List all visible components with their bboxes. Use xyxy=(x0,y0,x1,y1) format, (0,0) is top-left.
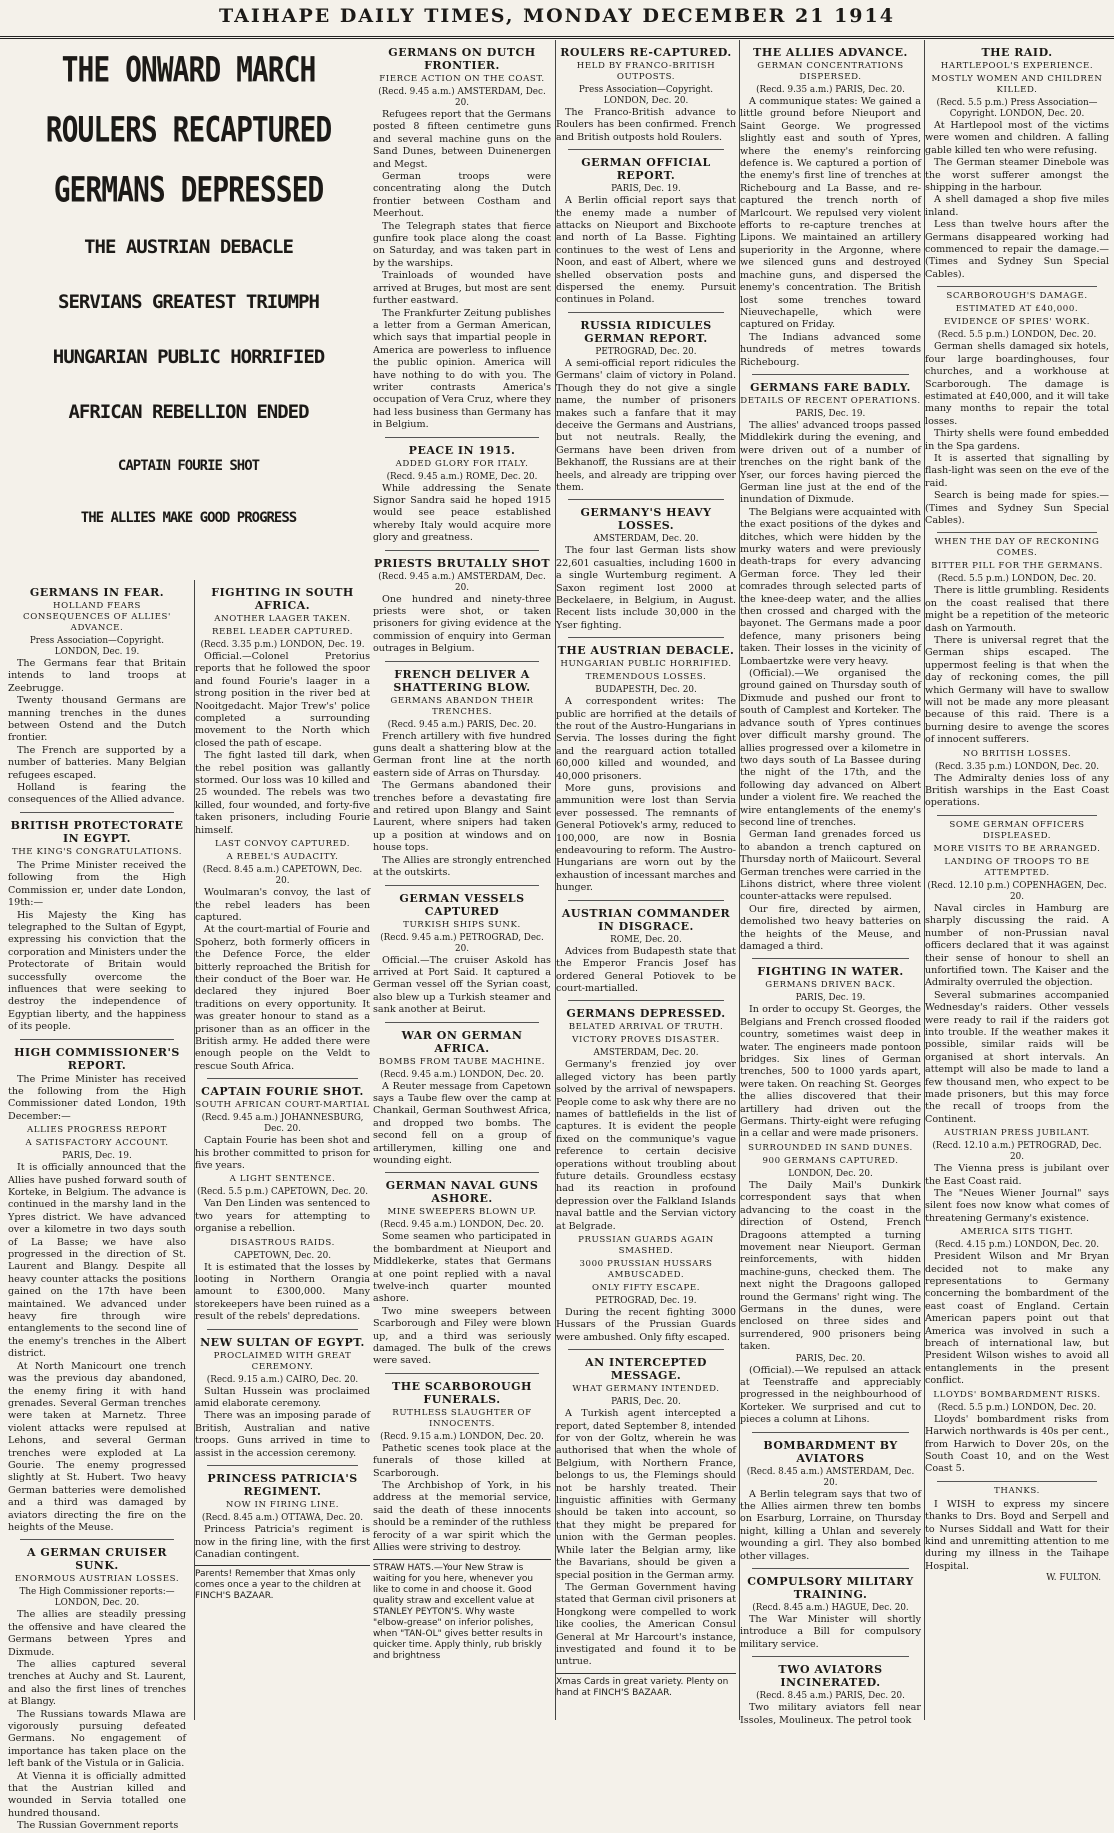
paragraph: Trainloads of wounded have arrived at Bruges, but most are sent further eastward. xyxy=(373,270,551,307)
dateline: (Recd. 8.45 a.m.) AMSTERDAM, Dec. 20. xyxy=(746,1466,915,1488)
paragraph: The Belgians were acquainted with the exact positions of the dykes and ditches, which were hidden by the murky waters and were previously death-traps for every advancing German force. They led their comrades through selected parts of the knee-deep water, and the allies then crossed and charged with the bayonet. The Germans made a poor defence, many prisoners being taken. Their losses in the vicinity of Lombaertzke were very heavy. xyxy=(740,506,921,667)
paragraph: The allies' advanced troops passed Middlekirk during the evening, and were driven out of a number of trenches on the right bank of the Yser, our forces having pierced the German line just at the end of the inundation of Dixmude. xyxy=(740,419,921,506)
article-title: AUSTRIAN COMMANDER IN DISGRACE. xyxy=(561,906,731,933)
dateline: LONDON, Dec. 20. xyxy=(788,1168,873,1179)
subhead: HELD BY FRANCO-BRITISH OUTPOSTS. xyxy=(576,61,716,82)
paragraph: At the court-martial of Fourie and Spoherz, both formerly officers in the Defence Force, the elder bitterly reproached the British for their conduct of the Boer war. He declared they injured Boer traditions on every opportunity. It was greater honour to stand as a prisoner than as an officer in the British army. He added there were enough people on the Veldt to rescue South Africa. xyxy=(195,924,370,1072)
divider xyxy=(752,374,909,375)
headline-allies-progress: THE ALLIES MAKE GOOD PROGRESS xyxy=(80,510,297,526)
paragraph: There is universal regret that the German ships escaped. The uppermost feeling is that when the day of reckoning comes, the pill which Germany will have to swallow will not be made any more pleasant because of this raid. There is a burning desire to avenge the scores of innocent sufferers. xyxy=(925,635,1109,746)
paragraph: Lloyds' bombardment risks from Harwich northwards is 40s per cent., from Harwich to Dover 20s, on the South Coast 10, and on the West Coast 5. xyxy=(925,1413,1109,1475)
subhead: LANDING OF TROOPS TO BE ATTEMPTED. xyxy=(944,856,1090,878)
dateline: CAPETOWN, Dec. 20. xyxy=(233,1250,332,1261)
paragraph: Germany's frenzied joy over alleged victory has been partly solved by the arrival of newspapers. People come to ask why there are no names of battlefields in the list of captures. It is evident the people fixed on the communique's vague reference to certain decisive operations without troubling about future details. Groundless ecstasy had its reaction in profound depression over the Falkland Islands naval battle and the Servian victory at Belgrade. xyxy=(556,1059,736,1232)
divider xyxy=(385,1373,539,1374)
divider xyxy=(385,885,539,886)
subhead: TREMENDOUS LOSSES. xyxy=(585,672,707,683)
dateline: (Recd. 9.45 a.m.) PETROGRAD, Dec. 20. xyxy=(380,932,544,954)
article-title: GERMANS IN FEAR. xyxy=(29,586,165,599)
subhead: SURROUNDED IN SAND DUNES. xyxy=(748,1142,913,1153)
headline-roulers: ROULERS RECAPTURED xyxy=(45,108,332,150)
paragraph: The allies captured several trenches at Auchy and St. Laurent, and also the first lines of trenches at Blangy. xyxy=(8,1659,186,1708)
divider xyxy=(568,637,724,638)
dateline: (Recd. 4.15 p.m.) LONDON, Dec. 20. xyxy=(934,1240,1100,1251)
paragraph: The Russians towards Mlawa are vigorously pursuing defeated Germans. No engagement of importance has taken place on the left bank of the Vistula or in Galicia. xyxy=(8,1708,186,1770)
advertisement: Xmas Cards in great variety. Plenty on hand at FINCH'S BAZAAR. xyxy=(556,1673,736,1699)
banner-headlines xyxy=(8,40,369,580)
article-title: TWO AVIATORS INCINERATED. xyxy=(778,1663,883,1690)
column-2 xyxy=(194,580,370,1720)
article-title: THE ALLIES ADVANCE. xyxy=(753,46,908,59)
divider xyxy=(937,532,1097,533)
paragraph: The Vienna press is jubilant over the East Coast raid. xyxy=(925,1163,1109,1187)
paragraph: Naval circles in Hamburg are sharply discussing the raid. A number of non-Prussian naval officers declared that it was against their sense of honour to shell an unfortified town. The Kaiser and the Admiralty overruled the objection. xyxy=(925,902,1109,989)
article-title: GERMANS FARE BADLY. xyxy=(750,380,911,394)
divider xyxy=(568,149,724,150)
dateline: (Recd. 9.45 a.m.) JOHANNESBURG, Dec. 20. xyxy=(201,1113,364,1135)
article-title: RUSSIA RIDICULES GERMAN REPORT. xyxy=(580,318,712,345)
paragraph: German troops were concentrating along the Dutch frontier between Costham and Meerhout. xyxy=(373,171,551,220)
dateline: PETROGRAD, Dec. 19. xyxy=(595,1296,697,1306)
divider xyxy=(207,1465,358,1466)
subhead: NO BRITISH LOSSES. xyxy=(962,748,1072,759)
paragraph: Captain Fourie has been shot and his brother committed to prison for five years. xyxy=(195,1135,370,1171)
paragraph: The allies are steadily pressing the offensive and have cleared the Germans between Ypres and Dixmude. xyxy=(8,1609,186,1658)
subhead: A REBEL'S AUDACITY. xyxy=(226,852,339,863)
paragraph: The Germans abandoned their trenches before a devastating fire and retired upon Blangy and Saint Laurent, where snipers had taken up a position at windows and on house tops. xyxy=(373,780,551,854)
paragraph: The German Government having stated that German civil prisoners at Hongkong were compelled to work like coolies, the American Consul General at Mr Harcourt's instance, investigated and found it to be untrue. xyxy=(556,1581,736,1668)
divider xyxy=(752,1568,909,1569)
divider xyxy=(207,1078,358,1079)
signature: W. FULTON. xyxy=(1046,1573,1101,1584)
dateline: (Recd. 9.45 a.m.) AMSTERDAM, Dec. 20. xyxy=(378,87,546,108)
subhead: LAST CONVOY CAPTURED. xyxy=(214,839,351,850)
subhead: SCARBOROUGH'S DAMAGE. xyxy=(946,291,1088,302)
paragraph: (Official).—We repulsed an attack at Teenstraffe and appreciably progressed in the neighbourhood of Korteker. We surprised and cut to pieces a column at Lihons. xyxy=(740,1364,921,1426)
divider xyxy=(20,812,174,813)
paragraph: At Hartlepool most of the victims were women and children. A falling gable killed ten who were refusing. xyxy=(925,120,1109,156)
paragraph: Two military aviators fell near Issoles, Moulineux. The petrol took xyxy=(740,1702,921,1726)
paragraph: There was an imposing parade of British, Australian and native troops. Guns arrived in time to assist in the accession ceremony. xyxy=(195,1410,370,1459)
article-title: GERMAN NAVAL GUNS ASHORE. xyxy=(385,1179,539,1206)
divider xyxy=(385,1022,539,1023)
subhead: PROCLAIMED WITH GREAT CEREMONY. xyxy=(213,1350,352,1372)
subhead: LLOYDS' BOMBARDMENT RISKS. xyxy=(933,1389,1101,1400)
paragraph: Official.—The cruiser Askold has arrived at Port Said. It captured a German vessel off the Syrian coast, also blew up a Turkish steamer and sank another at Beirut. xyxy=(373,954,551,1016)
subhead: SOUTH AFRICAN COURT-MARTIAL xyxy=(195,1100,370,1111)
subhead: SOME GERMAN OFFICERS DISPLEASED. xyxy=(949,819,1085,841)
paragraph: There is little grumbling. Residents on the coast realised that there might be a repetition of the meteoric dash on Yarmouth. xyxy=(925,585,1109,634)
paragraph: Several submarines accompanied Wednesday's raiders. Other vessels were ready to rail if the raiders got into trouble. If the weather makes it possible, similar raids will be organised at short intervals. An attempt will also be made to land a few thousand men, who expect to be made prisoners, but this may force the recall of troops from the Continent. xyxy=(925,989,1109,1125)
paragraph: The Daily Mail's Dunkirk correspondent says that when advancing to the coast in the direction of Ostend, French Dragoons attempted a turning movement near Nieuport. German reinforcements, with hidden machine-guns, checked them. The next night the Dragoons galloped round the Germans' right wing. The Germans in the dunes, were enclosed on three sides and surrendered, 900 prisoners being taken. xyxy=(740,1179,921,1353)
paragraph: A correspondent writes: The public are horrified at the details of the rout of the Austro-Hungarians in Servia. The losses during the fight and the rearguard action totalled 60,000 killed and wounded, and 40,000 prisoners. xyxy=(556,696,736,782)
subhead: REBEL LEADER CAPTURED. xyxy=(211,627,354,637)
subhead: GERMANS DRIVEN BACK. xyxy=(765,980,896,991)
headline-onward-march: THE ONWARD MARCH xyxy=(61,48,316,90)
paragraph: Woulmaran's convoy, the last of the rebel leaders has been captured. xyxy=(195,887,370,923)
paragraph: (Official).—We organised the ground gained on Thursday south of Dixmude and pushed our front to south of Camplest and Korteker. The advance south of Ypres continues over difficult marshy ground. The allies progressed over a kilometre in two days south of La Bassee during the night of the 17th, and the following day advanced on Albert under a violent fire. We reached the wire entanglements of the enemy's second line of trenches. xyxy=(740,668,921,828)
masthead: TAIHAPE DAILY TIMES, MONDAY DECEMBER 21 1914 xyxy=(0,0,1114,39)
paragraph: Some seamen who participated in the bombardment at Nieuport and Middlekerke, states that Germans at one point replied with a naval twelve-inch quarter mounted ashore. xyxy=(373,1231,551,1305)
paragraph: The Telegraph states that fierce gunfire took place along the coast on Saturday, and was taken part in by the warships. xyxy=(373,220,551,269)
column-1 xyxy=(8,580,186,1832)
subhead: EVIDENCE OF SPIES' WORK. xyxy=(943,317,1091,328)
article-title: NEW SULTAN OF EGYPT. xyxy=(200,1335,365,1349)
headline-germans-depressed: GERMANS DEPRESSED xyxy=(53,168,324,210)
paragraph: Pathetic scenes took place at the funerals of those killed at Scarborough. xyxy=(373,1442,551,1479)
dateline: (Recd. 8.45 a.m.) PARIS, Dec. 20. xyxy=(756,1691,905,1702)
paragraph: The four last German lists show 22,601 casualties, including 1600 in a single Wurtemburg regiment. A Saxon regiment lost 2000 at Beckelaere, in Belgium, in August. Recent lists include 30,000 in the Yser fighting. xyxy=(556,545,736,631)
subhead: THANKS. xyxy=(994,1485,1040,1496)
article-title: FRENCH DELIVER A SHATTERING BLOW. xyxy=(393,667,531,694)
paragraph: One hundred and ninety-three priests were shot, or taken prisoners for giving evidence at the commission of enquiry into German outrages in Belgium. xyxy=(373,593,551,655)
dateline: ROME, Dec. 20. xyxy=(610,934,682,945)
paragraph: French artillery with five hundred guns dealt a shattering blow at the German front line at the north eastern side of Arras on Thursday. xyxy=(373,730,551,779)
dateline: (Recd. 9.45 a.m.) LONDON, Dec. 20. xyxy=(380,1069,544,1080)
paragraph: The Prime Minister received the following from the High Commission er, under date London, 19th:— xyxy=(8,859,186,909)
divider xyxy=(568,1349,724,1350)
divider xyxy=(752,1432,909,1433)
divider xyxy=(568,900,724,901)
paragraph: Princess Patricia's regiment is now in the firing line, with the first Canadian contingent. xyxy=(195,1524,370,1560)
subhead: HUNGARIAN PUBLIC HORRIFIED. xyxy=(560,659,732,670)
article-title: WAR ON GERMAN AFRICA. xyxy=(401,1028,523,1055)
paragraph: Less than twelve hours after the Germans disappeared working had commenced to repair the damage.—(Times and Sydney Sun Special Cables). xyxy=(925,219,1109,280)
subhead: HARTLEPOOL'S EXPERIENCE. xyxy=(940,61,1094,71)
article-title: FIGHTING IN WATER. xyxy=(757,965,904,979)
dateline: (Recd. 12.10 p.m.) COPENHAGEN, Dec. 20. xyxy=(927,880,1107,902)
column-6 xyxy=(924,40,1109,1720)
column-3 xyxy=(373,40,551,1720)
subhead: DETAILS OF RECENT OPERATIONS. xyxy=(740,395,921,406)
article-title: BOMBARDMENT BY AVIATORS xyxy=(763,1438,898,1465)
dateline: PARIS, Dec. 19. xyxy=(795,993,866,1004)
paragraph: The Indians advanced some hundreds of metres towards Richebourg. xyxy=(740,331,921,368)
paragraph: The Russian Government reports xyxy=(17,1820,179,1832)
paragraph: A Reuter message from Capetown says a Taube flew over the camp at Chankail, German Southwest Africa, and dropped two bombs. The second fell on a group of artillerymen, killing one and wounding eight. xyxy=(373,1080,551,1166)
paragraph: A communique states: We gained a little ground before Nieuport and Saint George. We progressed slightly east and south of Ypres, where the enemy's reinforcing defence is. We captured a portion of the enemy's first line of trenches at Richebourg and La Basse, and re-captured the trench north of Marlcourt. We repulsed very violent efforts to re-capture trenches at Lipons. We maintained an artillery superiority in the Argonne, where we silenced guns and destroyed machine guns, and dispersed the enemy's concentration. The British lost some trenches toward Nieuvechapelle, which were captured on Friday. xyxy=(740,96,921,331)
paragraph: A shell damaged a shop five miles inland. xyxy=(925,194,1109,218)
subhead: BOMBS FROM TAUBE MACHINE. xyxy=(378,1056,546,1067)
divider xyxy=(937,286,1097,287)
lower-left-columns xyxy=(8,580,370,1832)
dateline: PARIS, Dec. 19. xyxy=(611,184,681,195)
subhead: GERMANS ABANDON THEIR TRENCHES. xyxy=(390,695,534,717)
divider xyxy=(937,815,1097,816)
dateline: PARIS, Dec. 20. xyxy=(795,1353,866,1364)
paragraph: The "Neues Wiener Journal" says silent foes now know what comes of threatening Germany's existence. xyxy=(925,1188,1109,1224)
subhead: 3000 PRUSSIAN HUSSARS AMBUSCADED. xyxy=(579,1259,713,1280)
divider xyxy=(385,437,539,438)
paragraph: The French are supported by a number of batteries. Many Belgian refugees escaped. xyxy=(8,744,186,781)
dateline: BUDAPESTH, Dec. 20. xyxy=(595,685,697,696)
divider xyxy=(752,1656,909,1657)
article-title: GERMANY'S HEAVY LOSSES. xyxy=(580,506,712,533)
subhead: ADDED GLORY FOR ITALY. xyxy=(395,458,529,469)
paragraph: Advices from Budapesth state that the Emperor Francis Josef has ordered General Potiovek to be court-martialled. xyxy=(556,945,736,994)
article-title: AN INTERCEPTED MESSAGE. xyxy=(585,1356,707,1383)
dateline: Press Association—Copyright. LONDON, Dec. 20. xyxy=(578,85,714,106)
divider xyxy=(20,1039,174,1040)
column-5 xyxy=(739,40,921,1726)
column-4 xyxy=(555,40,736,1720)
article-title: CAPTAIN FOURIE SHOT. xyxy=(201,1085,364,1099)
paragraph: In order to occupy St. Georges, the Belgians and French crossed flooded country, sometimes waist deep in water. The engineers made pontoon bridges. Six lines of German trenches, 500 to 1000 yards apart, were taken. On reaching St. Georges the allies discovered that their artillery had driven out the Germans. Thirty-eight were refuging in a cellar and were made prisoners. xyxy=(740,1004,921,1140)
paragraph: The Frankfurter Zeitung publishes a letter from a German American, which says that impartial people in America are powerless to influence the public opinion. America will have nothing to do with you. The writer contrasts America's occupation of Vera Cruz, where they had less business than Germany has in Belgium. xyxy=(373,307,551,431)
dateline: (Recd. 5.5 p.m.) Press Association—Copyright. LONDON, Dec. 20. xyxy=(936,98,1098,119)
article-title: PRIESTS BRUTALLY SHOT xyxy=(373,556,551,570)
subhead: MINE SWEEPERS BLOWN UP. xyxy=(387,1207,537,1218)
article-title: GERMANS DEPRESSED. xyxy=(566,1007,726,1021)
dateline: (Recd. 8.45 a.m.) OTTAWA, Dec. 20. xyxy=(201,1513,364,1524)
subhead: VICTORY PROVES DISASTER. xyxy=(572,1035,720,1046)
headline-african-rebellion: AFRICAN REBELLION ENDED xyxy=(68,401,309,423)
dateline: Press Association—Copyright. LONDON, Dec. 19. xyxy=(29,636,165,657)
paragraph: The Franco-British advance to Roulers has been confirmed. French and British outposts hold Roulers. xyxy=(556,107,736,143)
dateline: (Recd. 5.5 p.m.) CAPETOWN, Dec. 20. xyxy=(196,1187,369,1198)
paragraph: The Germans fear that Britain intends to land troops at Zeebrugge. xyxy=(8,658,186,694)
subhead: RUTHLESS SLAUGHTER OF INNOCENTS. xyxy=(392,1407,532,1429)
article-title: PEACE IN 1915. xyxy=(408,443,516,457)
article-title: THE RAID. xyxy=(981,46,1053,59)
article-title: THE SCARBOROUGH FUNERALS. xyxy=(392,1379,532,1406)
paragraph: Refugees report that the Germans posted 8 fifteen centimetre guns and several machine guns on the Sand Dunes, between Duinenergen and Megst. xyxy=(373,109,551,170)
paragraph: President Wilson and Mr Bryan decided not to make any representations to Germany concerning the bombardment of the east coast of England. Certain American papers point out that America was involved in such a breach of international law, but President Wilson wishes to avoid all entanglements in the present conflict. xyxy=(925,1251,1109,1387)
paragraph: The Allies are strongly entrenched at the outskirts. xyxy=(373,854,551,879)
article-title: COMPULSORY MILITARY TRAINING. xyxy=(747,1575,914,1602)
subhead: NOW IN FIRING LINE. xyxy=(225,1500,340,1511)
dateline: (Recd. 5.5 p.m.) LONDON, Dec. 20. xyxy=(937,1402,1097,1413)
divider xyxy=(568,1000,724,1001)
dateline: (Recd. 9.45 a.m.) ROME, Dec. 20. xyxy=(386,471,538,482)
dateline: (Recd. 5.5 p.m.) LONDON, Dec. 20. xyxy=(937,330,1097,341)
dateline: (Recd. 9.35 a.m.) PARIS, Dec. 20. xyxy=(756,85,905,95)
paragraph: The Admiralty denies loss of any British warships in the East Coast operations. xyxy=(925,772,1109,809)
subhead: BELATED ARRIVAL OF TRUTH. xyxy=(568,1022,724,1033)
divider xyxy=(937,1481,1097,1482)
paragraph: Holland is fearing the consequences of the Allied advance. xyxy=(8,782,186,806)
paragraph: Two mine sweepers between Scarborough and Filey were blown up, and a third was seriously damaged. The bulk of the crews were saved. xyxy=(373,1305,551,1367)
subhead: DISASTROUS RAIDS. xyxy=(230,1237,335,1248)
paragraph: The Prime Minister has received the following from the High Commissioner dated London, 19th December:— xyxy=(8,1073,186,1122)
subhead: PRUSSIAN GUARDS AGAIN SMASHED. xyxy=(578,1235,714,1256)
paragraph: It is asserted that signalling by flash-light was seen on the eve of the raid. xyxy=(925,452,1109,489)
paragraph: While addressing the Senate Signor Sandra said he hoped 1915 would see peace established whereby Italy would acquire more glory and greatness. xyxy=(373,482,551,544)
subhead: ALLIES PROGRESS REPORT xyxy=(27,1125,167,1136)
paragraph: A Berlin telegram says that two of the Allies airmen threw ten bombs on Esarburg, Lorraine, on Thursday night, killing a Uhlan and severely wounding a girl. They also bombed other villages. xyxy=(740,1488,921,1562)
divider xyxy=(568,312,724,313)
subhead: AUSTRIAN PRESS JUBILANT. xyxy=(944,1128,1090,1139)
paragraph: Thirty shells were found embedded in the Spa gardens. xyxy=(925,428,1109,452)
dateline: (Recd. 8.45 a.m.) HAGUE, Dec. 20. xyxy=(752,1603,909,1614)
dateline: AMSTERDAM, Dec. 20. xyxy=(593,1048,699,1059)
article-title: FIGHTING IN SOUTH AFRICA. xyxy=(211,586,354,612)
paragraph: The fight lasted till dark, when the rebel position was gallantly stormed. Our loss was 10 killed and 25 wounded. The rebels was two killed, four wounded, and forty-five taken prisoners, including Fourie himself. xyxy=(195,750,370,836)
divider xyxy=(752,958,909,959)
subhead: BITTER PILL FOR THE GERMANS. xyxy=(931,561,1103,572)
dateline: PARIS, Dec. 20. xyxy=(611,1397,681,1408)
divider xyxy=(385,550,539,551)
advertisement: STRAW HATS.—Your New Straw is waiting for you here, whenever you like to come in and choose it. Good quality straw and excellent value at STANLEY PEYTON'S. Why waste "elbow-grease" on inferior polishes, when "TAN-OL" gives better results in quicker time. Apply thinly, rub briskly and brightness xyxy=(373,1559,551,1662)
headline-austrian-debacle: THE AUSTRIAN DEBACLE xyxy=(84,236,293,258)
article-title: GERMANS ON DUTCH FRONTIER. xyxy=(388,46,536,72)
subhead: ENORMOUS AUSTRIAN LOSSES. xyxy=(14,1574,180,1585)
paragraph: A semi-official report ridicules the Germans' claim of victory in Poland. Though they do not give a single name, the number of prisoners makes such a fanfare that it may deceive the Germans and Austrians, but not neutrals. Really, the Germans have been driven from Bekhanoff, the Russians are at their heels, and already are tripping over them. xyxy=(556,357,736,493)
subhead: 900 GERMANS CAPTURED. xyxy=(762,1155,899,1166)
dateline: (Recd. 3.35 p.m.) LONDON, Dec. 20. xyxy=(934,761,1100,772)
article-title: HIGH COMMISSIONER'S REPORT. xyxy=(14,1045,180,1072)
headline-hungarian: HUNGARIAN PUBLIC HORRIFIED xyxy=(52,346,325,368)
paragraph: A Berlin official report says that the enemy made a number of attacks on Nieuport and Bixchoote and north of La Basse. Fighting continues to the west of Lens and Noon, and east of Albert, where we shelled observation posts and dispersed the enemy. Pursuit continues in Poland. xyxy=(556,195,736,306)
article-title: A GERMAN CRUISER SUNK. xyxy=(27,1546,167,1573)
article-title: GERMAN VESSELS CAPTURED xyxy=(399,891,525,918)
dateline: (Recd. 5.5 p.m.) LONDON, Dec. 20. xyxy=(937,574,1097,585)
headline-servians: SERVIANS GREATEST TRIUMPH xyxy=(58,291,319,313)
dateline: (Recd. 8.45 a.m.) CAPETOWN, Dec. 20. xyxy=(202,865,363,887)
subhead: ONLY FIFTY ESCAPE. xyxy=(591,1283,701,1293)
article-title: PRINCESS PATRICIA'S REGIMENT. xyxy=(207,1472,358,1499)
subhead: FIERCE ACTION ON THE COAST. xyxy=(379,74,545,84)
dateline: PETROGRAD, Dec. 20. xyxy=(595,346,697,357)
subhead: GERMAN CONCENTRATIONS DISPERSED. xyxy=(757,61,904,82)
subhead: WHAT GERMANY INTENDED. xyxy=(572,1384,720,1395)
paragraph: Official.—Colonel Pretorius reports that he followed the spoor and found Fourie's laager in a strong position in the river bed at Nooitgedacht. Major Trew's' police completed a surrounding movement to the North which closed the path of escape. xyxy=(195,651,370,749)
paragraph: A Turkish agent intercepted a report, dated September 8, intended for von der Goltz, wherein he was authorised that when the whole of Belgium, with Northern France, belongs to us, the Flemings should not be harshly treated. Their linguistic affinities with Germany should be taken into account, so that they might be prepared for union with the German peoples. While later the Belgian army, like the Bavarians, should be given a special position in the German army. xyxy=(556,1408,736,1581)
subhead: MORE VISITS TO BE ARRANGED. xyxy=(933,843,1101,854)
subhead: WHEN THE DAY OF RECKONING COMES. xyxy=(934,537,1100,559)
subhead: ESTIMATED AT £40,000. xyxy=(955,304,1079,315)
divider xyxy=(20,1539,174,1540)
paragraph: It is estimated that the losses by looting in Northern Orangia amount to £300,000. Many storekeepers have been ruined as a result of the rebels' depredations. xyxy=(195,1261,370,1323)
paragraph: At Vienna it is officially admitted that the Austrian killed and wounded in Servia totalled one hundred thousand. xyxy=(8,1770,186,1819)
article-title: THE AUSTRIAN DEBACLE. xyxy=(557,644,735,658)
paragraph: The German steamer Dinebole was the worst sufferer amongst the shipping in the harbour. xyxy=(925,157,1109,194)
paragraph: Twenty thousand Germans are manning trenches in the dunes between Ostend and the Dutch frontier. xyxy=(8,695,186,744)
divider xyxy=(568,499,724,500)
paragraph: Sultan Hussein was proclaimed amid elaborate ceremony. xyxy=(195,1385,370,1410)
paragraph: Our fire, directed by airmen, demolished two heavy batteries on the heights of the Meuse, and damaged a third. xyxy=(740,903,921,952)
dateline: (Recd. 9.15 a.m.) CAIRO, Dec. 20. xyxy=(206,1374,359,1385)
article-title: ROULERS RE-CAPTURED. xyxy=(560,46,732,59)
dateline: (Recd. 9.45 a.m.) LONDON, Dec. 20. xyxy=(380,1220,544,1231)
dateline: (Recd. 9.15 a.m.) LONDON, Dec. 20. xyxy=(380,1431,544,1442)
divider xyxy=(207,1329,358,1330)
subhead: ANOTHER LAAGER TAKEN. xyxy=(214,614,351,624)
dateline: PARIS, Dec. 19. xyxy=(795,408,866,419)
paragraph: It is officially announced that the Allies have pushed forward south of Korteke, in Belgium. The advance is continued in the marshy land in the Ypres district. We have advanced over a kilometre in two days south of La Basse; we have also progressed in the direction of St. Laurent and Blangy. Despite all heavy counter attacks the positions gained on the 17th have been maintained. We advanced under heavy fire through wire entanglements to the second line of the enemy's trenches in the Albert district. xyxy=(8,1162,186,1360)
advertisement: Parents! Remember that Xmas only comes once a year to the children at FINCH'S BAZAAR. xyxy=(195,1565,370,1602)
subhead: A LIGHT SENTENCE. xyxy=(229,1174,336,1185)
dateline: AMSTERDAM, Dec. 20. xyxy=(593,534,699,545)
paragraph: More guns, provisions and ammunition were lost than Servia ever possessed. The remnants of General Potiovek's army, reduced to 100,000, are now in Bosnia endeavouring to reform. The Austro-Hungarians are worn out by the exhaustion of incessant marches and hunger. xyxy=(556,783,736,894)
dateline: PARIS, Dec. 19. xyxy=(62,1151,132,1162)
divider xyxy=(385,1172,539,1173)
headline-fourie-shot: CAPTAIN FOURIE SHOT xyxy=(117,458,260,474)
dateline: (Recd. 9.45 a.m.) AMSTERDAM, Dec. 20. xyxy=(378,571,546,593)
dateline: (Recd. 3.35 p.m.) LONDON, Dec. 19. xyxy=(200,640,365,650)
paragraph: Van Den Linden was sentenced to two years for attempting to organise a rebellion. xyxy=(195,1198,370,1235)
paragraph: Search is being made for spies.—(Times and Sydney Sun Special Cables). xyxy=(925,490,1109,526)
subhead: TURKISH SHIPS SUNK. xyxy=(403,919,521,930)
paragraph: The Archbishop of York, in his address at the memorial service, said the death of these innocents should be a reminder of the ruthless ferocity of a war spirit which the Allies were striving to destroy. xyxy=(373,1480,551,1554)
paragraph: German shells damaged six hotels, four large boardinghouses, four churches, and a workhouse at Scarborough. The damage is estimated at £40,000, and it will take many months to repair the total losses. xyxy=(925,341,1109,427)
subhead: AMERICA SITS TIGHT. xyxy=(960,1227,1074,1238)
paragraph: The War Minister will shortly introduce a Bill for compulsory military service. xyxy=(740,1614,921,1650)
dateline: (Recd. 12.10 a.m.) PETROGRAD, Dec. 20. xyxy=(932,1141,1102,1163)
article-title: BRITISH PROTECTORATE IN EGYPT. xyxy=(10,818,184,845)
divider xyxy=(385,661,539,662)
subhead: HOLLAND FEARS CONSEQUENCES OF ALLIES' ADVANCE. xyxy=(23,601,171,633)
article-title: GERMAN OFFICIAL REPORT. xyxy=(581,156,711,183)
paragraph: At North Manicourt one trench was the previous day abandoned, the enemy firing it with hand grenades. Several German trenches were taken at Marnetz. Three violent attacks were repulsed at Lehons, and several German trenches were exploded at La Gourie. The enemy progressed slightly at St. Hubert. Two heavy German batteries were demolished and a third was damaged by aviators directing the fire on the heights of the Meuse. xyxy=(8,1360,186,1533)
paragraph: I WISH to express my sincere thanks to Drs. Boyd and Serpell and to Nurses Siddall and Watt for their kind and unremitting attention to me during my illness in the Taihape Hospital. xyxy=(925,1498,1109,1572)
paragraph: His Majesty the King has telegraphed to the Sultan of Egypt, expressing his conviction that the corporation and Ministers under the Protectorate of Britain would successfully overcome the influences that were seeking to destroy the independence of Egyptian liberty, and the happiness of its people. xyxy=(8,909,186,1033)
dateline: The High Commissioner reports:— LONDON, Dec. 20. xyxy=(19,1587,175,1609)
subhead: MOSTLY WOMEN AND CHILDREN KILLED. xyxy=(931,74,1103,95)
subhead: A SATISFACTORY ACCOUNT. xyxy=(25,1138,169,1149)
dateline: (Recd. 9.45 a.m.) PARIS, Dec. 20. xyxy=(387,719,537,730)
paragraph: During the recent fighting 3000 Hussars of the Prussian Guards were ambushed. Only fifty escaped. xyxy=(556,1307,736,1343)
subhead: THE KING'S CONGRATULATIONS. xyxy=(11,846,183,857)
paragraph: German Iand grenades forced us to abandon a trench captured on Thursday north of Maiicourt. Several German trenches were carried in the Lihons district, where three violent counter-attacks were repulsed. xyxy=(740,829,921,903)
